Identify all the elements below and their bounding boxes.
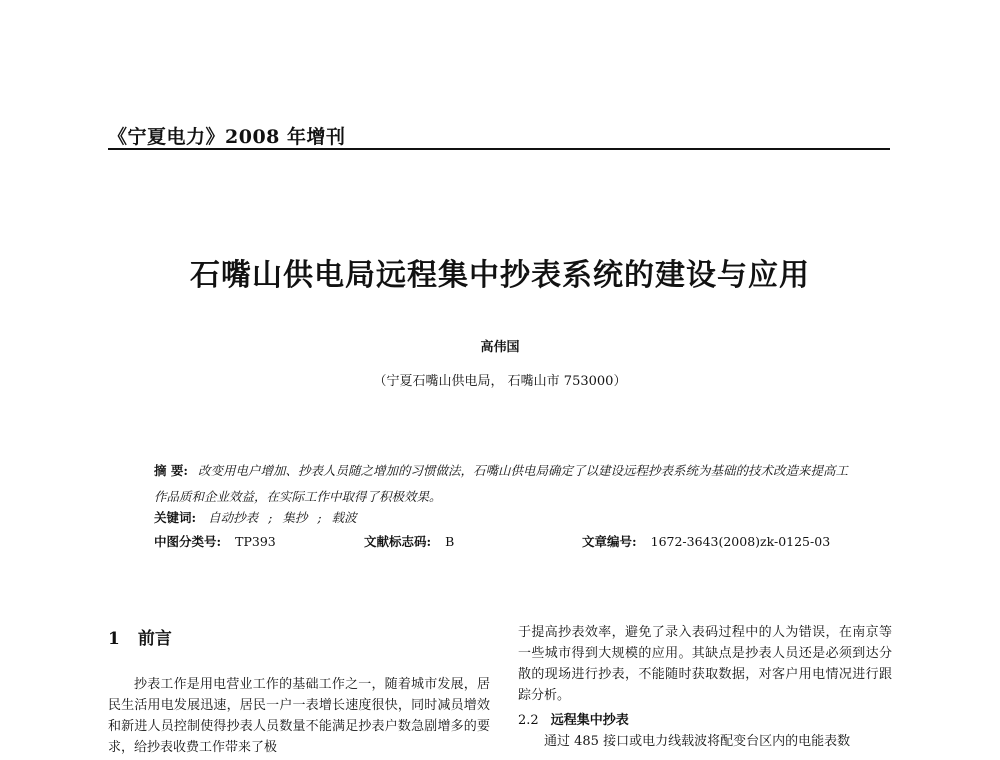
document-code <box>364 532 454 550</box>
body-paragraph: 通过 485 接口或电力线载波将配变台区内的电能表数 <box>544 734 851 749</box>
keywords: 关键词: 自动抄表 ; 集抄 ; 载波 <box>154 510 357 525</box>
subsection-number: 2.2 <box>518 713 539 728</box>
section-title: 前言 <box>137 629 172 649</box>
section-heading <box>108 624 172 649</box>
subsection-heading <box>518 710 892 731</box>
keyword-item: 自动抄表 <box>208 510 259 525</box>
abstract-label: 摘 要: <box>154 463 188 478</box>
section-number: 1 <box>108 629 120 649</box>
right-column <box>518 622 892 752</box>
body-paragraph: 于提高抄表效率，避免了录入表码过程中的人为错误，在南京等一些城市得到大规模的应用。其缺点是抄表人员还是必须到达分散的现场进行抄表，不能随时获取数据，对客户用电情况进行跟踪分析。 <box>518 625 892 703</box>
doc-code-label: 文献标志码: <box>364 534 432 549</box>
author-name: 高伟国 <box>480 340 520 355</box>
clc-number <box>154 532 276 550</box>
article-number-label: 文章编号: <box>582 534 637 549</box>
subsection-title: 远程集中抄表 <box>550 713 629 728</box>
doc-code-value: B <box>445 534 455 549</box>
abstract <box>154 458 854 510</box>
paper-title: 石嘴山供电局远程集中抄表系统的建设与应用 <box>190 258 810 293</box>
header-rule <box>108 148 890 150</box>
article-number <box>582 532 830 550</box>
clc-label: 中图分类号: <box>154 534 222 549</box>
body-paragraph: 抄表工作是用电营业工作的基础工作之一，随着城市发展，居民生活用电发展迅速，居民一户一表增长速度很快，同时减员增效和新进人员控制使得抄表人员数量不能满足抄表户数急剧增多的要求，给抄表收费工作带来了极 <box>108 677 490 755</box>
author-affiliation: （宁夏石嘴山供电局， 石嘴山市 753000） <box>373 374 627 389</box>
left-column <box>108 674 490 758</box>
article-number-value: 1672-3643(2008)zk-0125-03 <box>650 534 831 549</box>
keyword-item: 集抄 <box>282 510 308 525</box>
abstract-text: 改变用电户增加、抄表人员随之增加的习惯做法，石嘴山供电局确定了以建设远程抄表系统为基础的技术改造来提高工作品质和企业效益，在实际工作中取得了积极效果。 <box>154 463 848 504</box>
keywords-label: 关键词: <box>154 510 197 525</box>
journal-header: 《宁夏电力》2008 年增刊 <box>108 126 346 148</box>
keyword-item: 载波 <box>331 510 357 525</box>
clc-value: TP393 <box>235 534 276 549</box>
